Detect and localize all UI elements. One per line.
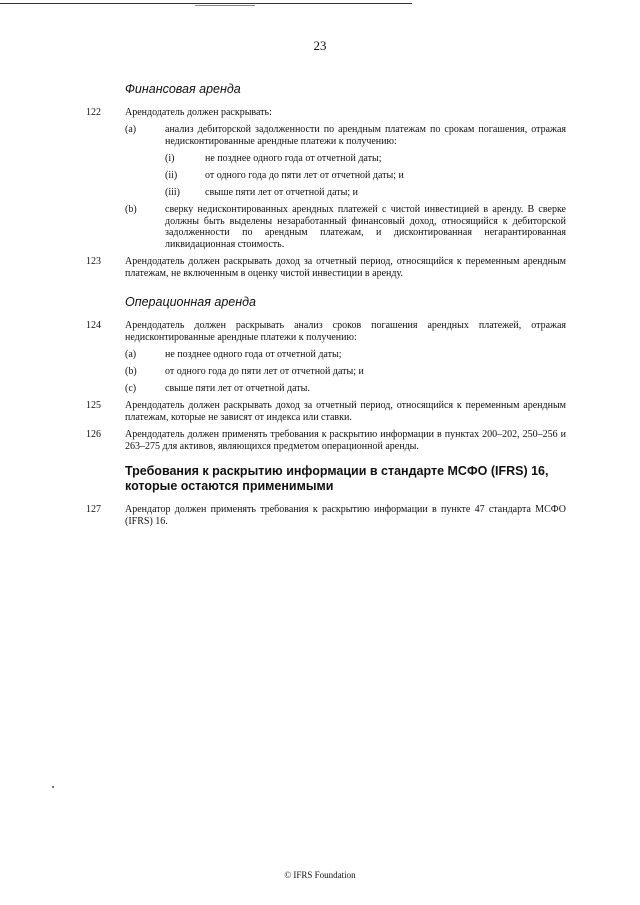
page-number: 23 xyxy=(313,38,327,53)
footer-copyright: © IFRS Foundation xyxy=(284,870,356,880)
paragraph-122-intro: Арендодатель должен раскрывать: xyxy=(125,107,272,118)
item-text-122a: анализ дебиторской задолженности по арендным платежам по срокам погашения, отражая недисконтированные арендные платежи к получению: xyxy=(165,124,566,147)
item-text-122a-iii: свыше пяти лет от отчетной даты; и xyxy=(205,187,358,198)
item-text-124b: от одного года до пяти лет от отчетной даты; и xyxy=(165,366,364,377)
top-rule-secondary xyxy=(195,5,255,6)
paragraph-127: Арендатор должен применять требования к раскрытию информации в пункте 47 стандарта МСФО (IFRS) 16. xyxy=(125,504,566,527)
item-label-122a-ii: (ii) xyxy=(165,170,178,181)
item-label-122b: (b) xyxy=(125,204,137,215)
paragraph-number-125: 125 xyxy=(86,400,101,411)
paragraph-number-126: 126 xyxy=(86,429,101,440)
paragraph-number-124: 124 xyxy=(86,320,101,331)
paragraph-number-122: 122 xyxy=(86,107,101,118)
heading-operating-lease: Операционная аренда xyxy=(125,295,256,309)
item-text-124a: не позднее одного года от отчетной даты; xyxy=(165,349,342,360)
heading-ifrs16-requirements: Требования к раскрытию информации в стандарте МСФО (IFRS) 16, которые остаются применимыми xyxy=(125,464,549,493)
scan-speck xyxy=(52,786,54,788)
item-label-122a: (a) xyxy=(125,124,137,135)
item-label-122a-i: (i) xyxy=(165,153,175,164)
item-text-122a-ii: от одного года до пяти лет от отчетной даты; и xyxy=(205,170,404,181)
item-text-124c: свыше пяти лет от отчетной даты. xyxy=(165,383,310,394)
paragraph-123: Арендодатель должен раскрывать доход за отчетный период, относящийся к переменным арендным платежам, не включенным в оценку чистой инвестиции в аренду. xyxy=(125,256,566,279)
heading-finance-lease: Финансовая аренда xyxy=(125,82,241,96)
paragraph-125: Арендодатель должен раскрывать доход за отчетный период, относящийся к переменным арендным платежам, которые не зависят от индекса или ставки. xyxy=(125,400,566,423)
item-label-122a-iii: (iii) xyxy=(165,187,180,198)
item-label-124a: (a) xyxy=(125,349,137,360)
paragraph-number-123: 123 xyxy=(86,256,101,267)
paragraph-126: Арендодатель должен применять требования к раскрытию информации в пунктах 200–202, 250–256 и 263–275 для активов, являющихся предметом операционной аренды. xyxy=(125,429,566,452)
top-rule xyxy=(0,3,412,4)
item-label-124b: (b) xyxy=(125,366,137,377)
paragraph-number-127: 127 xyxy=(86,504,101,515)
paragraph-124: Арендодатель должен раскрывать анализ сроков погашения арендных платежей, отражая недисконтированные арендные платежи к получению: xyxy=(125,320,566,343)
item-text-122a-i: не позднее одного года от отчетной даты; xyxy=(205,153,382,164)
item-text-122b: сверку недисконтированных арендных платежей с чистой инвестицией в аренду. В сверке должны быть выделены незаработанный финансовый доход, относящийся к дебиторской задолженности по арендным платежам, и дисконтированная негарантированная ликвидационная стоимость. xyxy=(165,204,566,250)
item-label-124c: (c) xyxy=(125,383,137,394)
